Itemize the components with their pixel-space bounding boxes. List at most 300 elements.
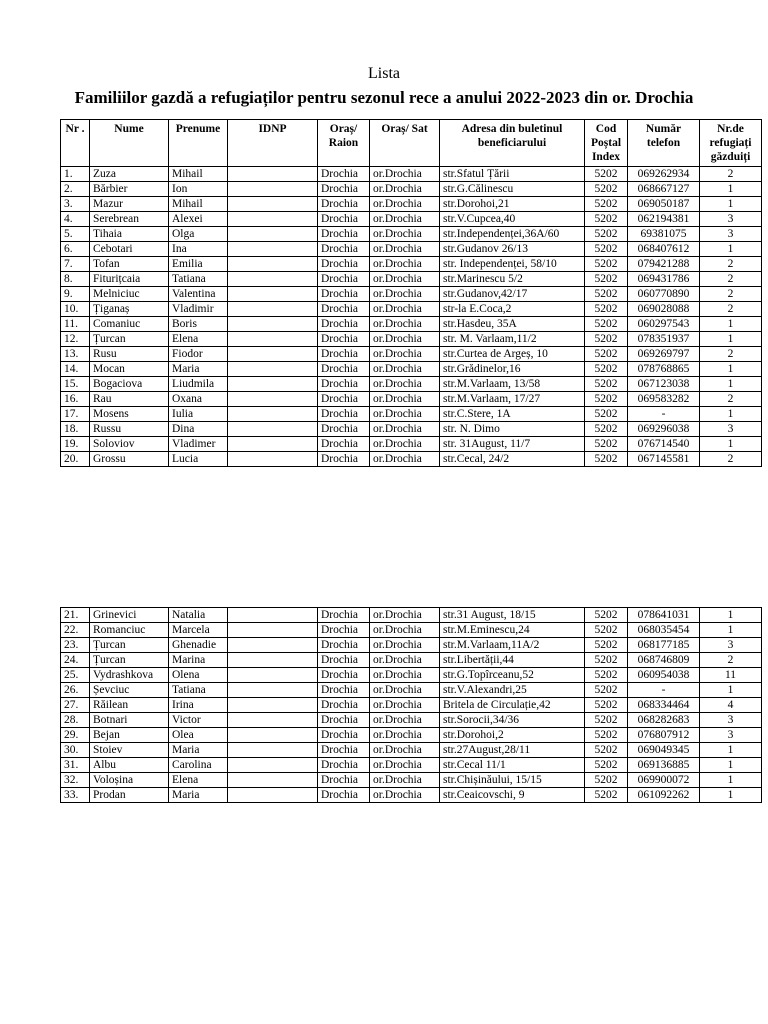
cell-refugiati: 11 <box>700 668 762 683</box>
table-row <box>61 242 762 257</box>
cell-sat: or.Drochia <box>370 407 440 422</box>
cell-nr: 30. <box>61 743 90 758</box>
cell-nume: Șevciuc <box>90 683 169 698</box>
cell-cod: 5202 <box>585 452 628 467</box>
table-row <box>61 452 762 467</box>
cell-sat: or.Drochia <box>370 287 440 302</box>
header-refugiati: Nr.de refugiați găzduiți <box>700 120 762 167</box>
table-row <box>61 167 762 182</box>
cell-cod: 5202 <box>585 182 628 197</box>
cell-idnp <box>228 623 318 638</box>
cell-cod: 5202 <box>585 422 628 437</box>
cell-cod: 5202 <box>585 227 628 242</box>
cell-nr: 13. <box>61 347 90 362</box>
cell-sat: or.Drochia <box>370 347 440 362</box>
cell-adresa: str.V.Alexandri,25 <box>440 683 585 698</box>
cell-raion: Drochia <box>318 392 370 407</box>
cell-prenume: Carolina <box>169 758 228 773</box>
table-row <box>61 773 762 788</box>
cell-raion: Drochia <box>318 743 370 758</box>
table-row <box>61 182 762 197</box>
cell-adresa: str.Sorocii,34/36 <box>440 713 585 728</box>
cell-idnp <box>228 167 318 182</box>
cell-refugiati: 3 <box>700 227 762 242</box>
cell-nr: 27. <box>61 698 90 713</box>
cell-nr: 24. <box>61 653 90 668</box>
table-row <box>61 272 762 287</box>
cell-nr: 32. <box>61 773 90 788</box>
cell-sat: or.Drochia <box>370 182 440 197</box>
cell-idnp <box>228 317 318 332</box>
cell-prenume: Fiodor <box>169 347 228 362</box>
cell-refugiati: 1 <box>700 758 762 773</box>
table-row <box>61 788 762 803</box>
cell-nume: Cebotari <box>90 242 169 257</box>
cell-prenume: Boris <box>169 317 228 332</box>
cell-raion: Drochia <box>318 713 370 728</box>
cell-idnp <box>228 257 318 272</box>
cell-nume: Stoiev <box>90 743 169 758</box>
cell-idnp <box>228 377 318 392</box>
cell-raion: Drochia <box>318 197 370 212</box>
cell-refugiati: 1 <box>700 608 762 623</box>
cell-cod: 5202 <box>585 197 628 212</box>
cell-raion: Drochia <box>318 332 370 347</box>
cell-nr: 16. <box>61 392 90 407</box>
cell-prenume: Alexei <box>169 212 228 227</box>
cell-nume: Bărbier <box>90 182 169 197</box>
cell-idnp <box>228 362 318 377</box>
cell-cod: 5202 <box>585 758 628 773</box>
cell-idnp <box>228 788 318 803</box>
cell-adresa: str.V.Cupcea,40 <box>440 212 585 227</box>
cell-raion: Drochia <box>318 242 370 257</box>
cell-refugiati: 2 <box>700 167 762 182</box>
cell-prenume: Valentina <box>169 287 228 302</box>
cell-idnp <box>228 347 318 362</box>
cell-idnp <box>228 242 318 257</box>
refugee-hosts-table-part1 <box>60 119 762 467</box>
cell-raion: Drochia <box>318 167 370 182</box>
cell-nume: Prodan <box>90 788 169 803</box>
cell-prenume: Ion <box>169 182 228 197</box>
cell-nume: Mocan <box>90 362 169 377</box>
cell-telefon: 060954038 <box>628 668 700 683</box>
cell-cod: 5202 <box>585 332 628 347</box>
cell-adresa: str.Gudanov 26/13 <box>440 242 585 257</box>
document-subtitle: Familiilor gazdă a refugiaților pentru sezonul rece a anului 2022-2023 din or. Drochia <box>74 88 694 107</box>
cell-sat: or.Drochia <box>370 242 440 257</box>
cell-telefon: 069296038 <box>628 422 700 437</box>
cell-raion: Drochia <box>318 653 370 668</box>
cell-adresa: str.C.Stere, 1A <box>440 407 585 422</box>
cell-idnp <box>228 302 318 317</box>
cell-telefon: 061092262 <box>628 788 700 803</box>
cell-refugiati: 1 <box>700 407 762 422</box>
cell-sat: or.Drochia <box>370 212 440 227</box>
cell-nume: Voloșina <box>90 773 169 788</box>
cell-telefon: 069583282 <box>628 392 700 407</box>
cell-adresa: str.Ceaicovschi, 9 <box>440 788 585 803</box>
cell-nr: 8. <box>61 272 90 287</box>
cell-prenume: Mihail <box>169 197 228 212</box>
cell-raion: Drochia <box>318 422 370 437</box>
cell-prenume: Oxana <box>169 392 228 407</box>
cell-nume: Albu <box>90 758 169 773</box>
table-row <box>61 392 762 407</box>
cell-idnp <box>228 197 318 212</box>
table-row <box>61 758 762 773</box>
cell-telefon: 069269797 <box>628 347 700 362</box>
cell-sat: or.Drochia <box>370 608 440 623</box>
cell-prenume: Emilia <box>169 257 228 272</box>
cell-sat: or.Drochia <box>370 758 440 773</box>
cell-refugiati: 3 <box>700 212 762 227</box>
table-row <box>61 317 762 332</box>
cell-refugiati: 2 <box>700 272 762 287</box>
cell-idnp <box>228 332 318 347</box>
table-row <box>61 197 762 212</box>
cell-telefon: 076714540 <box>628 437 700 452</box>
cell-cod: 5202 <box>585 653 628 668</box>
cell-nr: 10. <box>61 302 90 317</box>
cell-telefon: 078641031 <box>628 608 700 623</box>
cell-idnp <box>228 437 318 452</box>
cell-sat: or.Drochia <box>370 638 440 653</box>
cell-telefon: 069049345 <box>628 743 700 758</box>
cell-telefon: 068334464 <box>628 698 700 713</box>
cell-nume: Țurcan <box>90 653 169 668</box>
cell-raion: Drochia <box>318 758 370 773</box>
cell-nume: Mazur <box>90 197 169 212</box>
cell-raion: Drochia <box>318 227 370 242</box>
cell-nr: 15. <box>61 377 90 392</box>
cell-telefon: - <box>628 407 700 422</box>
table-header-row <box>61 120 762 167</box>
cell-refugiati: 2 <box>700 392 762 407</box>
cell-nume: Tofan <box>90 257 169 272</box>
cell-prenume: Elena <box>169 773 228 788</box>
cell-nume: Bejan <box>90 728 169 743</box>
cell-nr: 4. <box>61 212 90 227</box>
cell-cod: 5202 <box>585 302 628 317</box>
cell-nr: 21. <box>61 608 90 623</box>
cell-refugiati: 2 <box>700 287 762 302</box>
table-row <box>61 347 762 362</box>
cell-nume: Zuza <box>90 167 169 182</box>
cell-cod: 5202 <box>585 392 628 407</box>
cell-adresa: str.Chișinăului, 15/15 <box>440 773 585 788</box>
cell-idnp <box>228 743 318 758</box>
cell-telefon: 069900072 <box>628 773 700 788</box>
cell-cod: 5202 <box>585 668 628 683</box>
table-row <box>61 302 762 317</box>
cell-refugiati: 3 <box>700 422 762 437</box>
table-row <box>61 608 762 623</box>
table-row <box>61 713 762 728</box>
table-row <box>61 227 762 242</box>
table-row <box>61 743 762 758</box>
cell-adresa: str.Dorohoi,21 <box>440 197 585 212</box>
cell-raion: Drochia <box>318 683 370 698</box>
cell-raion: Drochia <box>318 212 370 227</box>
cell-refugiati: 2 <box>700 452 762 467</box>
cell-nume: Melniciuc <box>90 287 169 302</box>
table-row <box>61 377 762 392</box>
cell-idnp <box>228 212 318 227</box>
cell-nume: Russu <box>90 422 169 437</box>
cell-adresa: str. 31August, 11/7 <box>440 437 585 452</box>
cell-refugiati: 2 <box>700 347 762 362</box>
cell-idnp <box>228 683 318 698</box>
cell-nr: 25. <box>61 668 90 683</box>
cell-telefon: 068035454 <box>628 623 700 638</box>
cell-idnp <box>228 182 318 197</box>
cell-telefon: 069262934 <box>628 167 700 182</box>
cell-refugiati: 3 <box>700 713 762 728</box>
cell-sat: or.Drochia <box>370 728 440 743</box>
cell-refugiati: 1 <box>700 182 762 197</box>
cell-cod: 5202 <box>585 623 628 638</box>
cell-cod: 5202 <box>585 743 628 758</box>
cell-refugiati: 1 <box>700 623 762 638</box>
cell-cod: 5202 <box>585 608 628 623</box>
header-idnp: IDNP <box>228 120 318 167</box>
cell-nume: Grossu <box>90 452 169 467</box>
cell-idnp <box>228 773 318 788</box>
cell-cod: 5202 <box>585 698 628 713</box>
cell-nr: 9. <box>61 287 90 302</box>
cell-nume: Bogaciova <box>90 377 169 392</box>
cell-telefon: 076807912 <box>628 728 700 743</box>
cell-sat: or.Drochia <box>370 197 440 212</box>
cell-nume: Țurcan <box>90 638 169 653</box>
cell-telefon: 078768865 <box>628 362 700 377</box>
cell-telefon: 69381075 <box>628 227 700 242</box>
cell-raion: Drochia <box>318 407 370 422</box>
cell-sat: or.Drochia <box>370 683 440 698</box>
cell-adresa: str.27August,28/11 <box>440 743 585 758</box>
cell-raion: Drochia <box>318 728 370 743</box>
cell-raion: Drochia <box>318 698 370 713</box>
refugee-hosts-table-part2 <box>60 607 762 803</box>
cell-refugiati: 4 <box>700 698 762 713</box>
cell-nume: Grinevici <box>90 608 169 623</box>
cell-telefon: 079421288 <box>628 257 700 272</box>
cell-nr: 28. <box>61 713 90 728</box>
header-sat: Oraș/ Sat <box>370 120 440 167</box>
cell-adresa: str.Dorohoi,2 <box>440 728 585 743</box>
cell-cod: 5202 <box>585 407 628 422</box>
cell-nr: 12. <box>61 332 90 347</box>
cell-sat: or.Drochia <box>370 167 440 182</box>
cell-prenume: Vladimer <box>169 437 228 452</box>
cell-adresa: str.Marinescu 5/2 <box>440 272 585 287</box>
table-row <box>61 728 762 743</box>
cell-nume: Romanciuc <box>90 623 169 638</box>
cell-adresa: str-la E.Coca,2 <box>440 302 585 317</box>
cell-sat: or.Drochia <box>370 332 440 347</box>
cell-cod: 5202 <box>585 212 628 227</box>
cell-prenume: Ina <box>169 242 228 257</box>
cell-adresa: str.G.Călinescu <box>440 182 585 197</box>
cell-refugiati: 2 <box>700 653 762 668</box>
table-row <box>61 362 762 377</box>
cell-idnp <box>228 638 318 653</box>
cell-prenume: Victor <box>169 713 228 728</box>
cell-prenume: Irina <box>169 698 228 713</box>
header-cod: Cod Poștal Index <box>585 120 628 167</box>
cell-raion: Drochia <box>318 317 370 332</box>
cell-idnp <box>228 227 318 242</box>
cell-nume: Comaniuc <box>90 317 169 332</box>
cell-adresa: str. Independenței, 58/10 <box>440 257 585 272</box>
table-row <box>61 332 762 347</box>
cell-nume: Răilean <box>90 698 169 713</box>
cell-cod: 5202 <box>585 638 628 653</box>
cell-idnp <box>228 758 318 773</box>
cell-adresa: str.Grădinelor,16 <box>440 362 585 377</box>
cell-idnp <box>228 422 318 437</box>
header-prenume: Prenume <box>169 120 228 167</box>
cell-refugiati: 1 <box>700 788 762 803</box>
cell-sat: or.Drochia <box>370 653 440 668</box>
cell-raion: Drochia <box>318 437 370 452</box>
cell-sat: or.Drochia <box>370 377 440 392</box>
cell-nume: Soloviov <box>90 437 169 452</box>
cell-idnp <box>228 452 318 467</box>
cell-raion: Drochia <box>318 302 370 317</box>
cell-raion: Drochia <box>318 623 370 638</box>
cell-prenume: Marina <box>169 653 228 668</box>
cell-nr: 33. <box>61 788 90 803</box>
cell-telefon: 068407612 <box>628 242 700 257</box>
table-row <box>61 437 762 452</box>
cell-idnp <box>228 407 318 422</box>
cell-raion: Drochia <box>318 377 370 392</box>
cell-prenume: Lucia <box>169 452 228 467</box>
cell-cod: 5202 <box>585 167 628 182</box>
cell-refugiati: 1 <box>700 437 762 452</box>
table-row <box>61 668 762 683</box>
cell-raion: Drochia <box>318 608 370 623</box>
cell-adresa: str.M.Varlaam, 17/27 <box>440 392 585 407</box>
table-row <box>61 212 762 227</box>
table-row <box>61 422 762 437</box>
cell-nume: Țiganaș <box>90 302 169 317</box>
cell-adresa: str.Libertății,44 <box>440 653 585 668</box>
cell-adresa: str.31 August, 18/15 <box>440 608 585 623</box>
cell-refugiati: 1 <box>700 197 762 212</box>
cell-sat: or.Drochia <box>370 362 440 377</box>
cell-sat: or.Drochia <box>370 668 440 683</box>
cell-refugiati: 1 <box>700 377 762 392</box>
cell-sat: or.Drochia <box>370 437 440 452</box>
cell-cod: 5202 <box>585 287 628 302</box>
cell-adresa: str.M.Eminescu,24 <box>440 623 585 638</box>
cell-idnp <box>228 698 318 713</box>
cell-raion: Drochia <box>318 182 370 197</box>
cell-telefon: - <box>628 683 700 698</box>
cell-prenume: Elena <box>169 332 228 347</box>
cell-idnp <box>228 728 318 743</box>
cell-sat: or.Drochia <box>370 452 440 467</box>
cell-nr: 23. <box>61 638 90 653</box>
cell-adresa: str. N. Dimo <box>440 422 585 437</box>
cell-raion: Drochia <box>318 257 370 272</box>
cell-nume: Mosens <box>90 407 169 422</box>
table-row <box>61 407 762 422</box>
cell-telefon: 069028088 <box>628 302 700 317</box>
cell-nr: 26. <box>61 683 90 698</box>
cell-raion: Drochia <box>318 272 370 287</box>
header-telefon: Număr telefon <box>628 120 700 167</box>
cell-adresa: str.G.Topîrceanu,52 <box>440 668 585 683</box>
cell-nr: 17. <box>61 407 90 422</box>
cell-nr: 19. <box>61 437 90 452</box>
cell-telefon: 060770890 <box>628 287 700 302</box>
table-row <box>61 287 762 302</box>
cell-sat: or.Drochia <box>370 623 440 638</box>
cell-adresa: str. M. Varlaam,11/2 <box>440 332 585 347</box>
cell-nr: 29. <box>61 728 90 743</box>
cell-telefon: 062194381 <box>628 212 700 227</box>
cell-refugiati: 2 <box>700 302 762 317</box>
cell-refugiati: 2 <box>700 257 762 272</box>
cell-prenume: Vladimir <box>169 302 228 317</box>
cell-cod: 5202 <box>585 272 628 287</box>
cell-sat: or.Drochia <box>370 302 440 317</box>
header-nume: Nume <box>90 120 169 167</box>
cell-raion: Drochia <box>318 452 370 467</box>
cell-prenume: Maria <box>169 743 228 758</box>
cell-sat: or.Drochia <box>370 773 440 788</box>
cell-cod: 5202 <box>585 317 628 332</box>
cell-prenume: Marcela <box>169 623 228 638</box>
cell-cod: 5202 <box>585 257 628 272</box>
cell-telefon: 069431786 <box>628 272 700 287</box>
cell-refugiati: 1 <box>700 683 762 698</box>
cell-cod: 5202 <box>585 242 628 257</box>
cell-nume: Serebrean <box>90 212 169 227</box>
cell-raion: Drochia <box>318 638 370 653</box>
cell-refugiati: 1 <box>700 773 762 788</box>
table-body-part2 <box>61 608 762 803</box>
cell-adresa: str.Gudanov,42/17 <box>440 287 585 302</box>
cell-sat: or.Drochia <box>370 272 440 287</box>
cell-sat: or.Drochia <box>370 227 440 242</box>
table-row <box>61 683 762 698</box>
cell-nume: Fiturițcaia <box>90 272 169 287</box>
cell-prenume: Liudmila <box>169 377 228 392</box>
cell-adresa: str.Independenței,36A/60 <box>440 227 585 242</box>
cell-prenume: Tatiana <box>169 683 228 698</box>
cell-adresa: str.M.Varlaam,11A/2 <box>440 638 585 653</box>
cell-cod: 5202 <box>585 437 628 452</box>
cell-idnp <box>228 392 318 407</box>
cell-prenume: Natalia <box>169 608 228 623</box>
cell-telefon: 069136885 <box>628 758 700 773</box>
cell-cod: 5202 <box>585 728 628 743</box>
table-row <box>61 623 762 638</box>
cell-adresa: str.M.Varlaam, 13/58 <box>440 377 585 392</box>
cell-nr: 3. <box>61 197 90 212</box>
cell-sat: or.Drochia <box>370 392 440 407</box>
cell-cod: 5202 <box>585 713 628 728</box>
cell-nr: 5. <box>61 227 90 242</box>
cell-refugiati: 1 <box>700 362 762 377</box>
cell-sat: or.Drochia <box>370 713 440 728</box>
